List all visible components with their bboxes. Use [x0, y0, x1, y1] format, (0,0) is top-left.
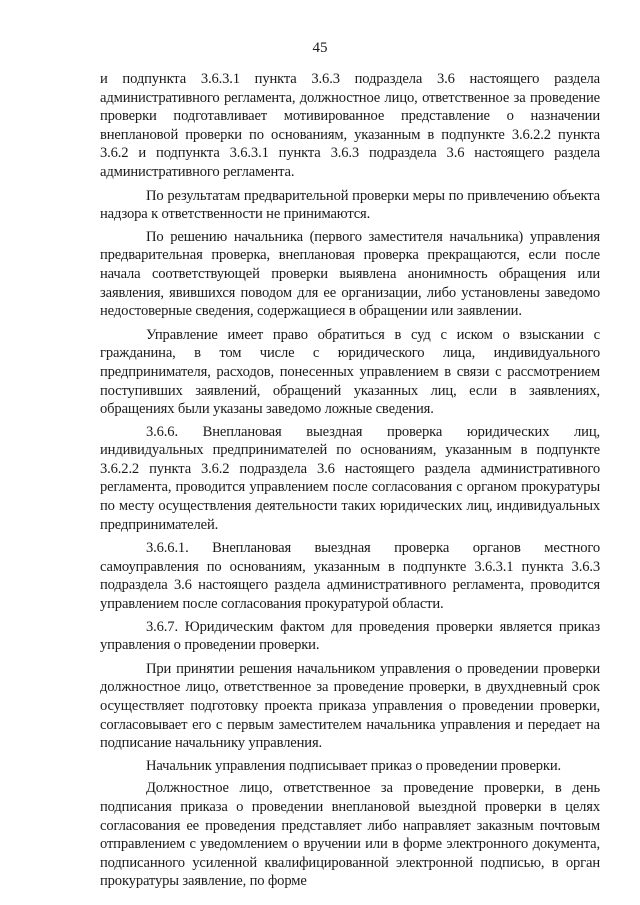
- paragraph-prosecutor-approval: Должностное лицо, ответственное за проведение проверки, в день подписания приказа о проведении внеплановой выездной проверки в целях согласования ее проведения представляет либо направляет заказным почтовым отправлением с уведомлением о вручении или в форме электронного документа, подписанного усиленной квалифицированной электронной подписью, в орган прокуратуры заявление, по форме: [100, 780, 600, 890]
- paragraph-3-6-6-1: 3.6.6.1. Внеплановая выездная проверка органов местного самоуправления по основаниям, указанным в подпункте 3.6.3.1 пункта 3.6.3 подраздела 3.6 настоящего раздела административного регламента, проводится управлением после согласования прокуратурой области.: [100, 540, 600, 613]
- paragraph-termination-of-check: По решению начальника (первого заместителя начальника) управления предварительная проверка, внеплановая проверка прекращаются, если после начала соответствующей проверки выявлена анонимность обращения или заявления, явившихся поводом для ее организации, либо установлены заведомо недостоверные сведения, содержащиеся в обращении или заявлении.: [100, 228, 600, 320]
- paragraph-3-6-7: 3.6.7. Юридическим фактом для проведения проверки является приказ управления о проведении проверки.: [100, 618, 600, 654]
- document-body: [100, 70, 600, 891]
- paragraph-order-preparation: При принятии решения начальником управления о проведении проверки должностное лицо, ответственное за проведение проверки, в двухдневный срок осуществляет подготовку проекта приказа управления о проведении проверки, согласовывает его с первым заместителем начальника управления и передает на подписание начальнику управления.: [100, 660, 600, 752]
- paragraph-right-to-sue: Управление имеет право обратиться в суд с иском о взыскании с гражданина, в том числе с юридического лица, индивидуального предпринимателя, расходов, понесенных управлением в связи с рассмотрением поступивших заявлений, обращений указанных лиц, если в заявлениях, обращениях были указаны заведомо ложные сведения.: [100, 326, 600, 418]
- paragraph-3-6-6: 3.6.6. Внеплановая выездная проверка юридических лиц, индивидуальных предпринимателей по основаниям, указанным в подпункте 3.6.2.2 пункта 3.6.2 подраздела 3.6 настоящего раздела административного регламента, проводится управлением после согласования с органом прокуратуры по месту осуществления деятельности таких юридических лиц, индивидуальных предпринимателей.: [100, 423, 600, 533]
- paragraph-continuation: и подпункта 3.6.3.1 пункта 3.6.3 подраздела 3.6 настоящего раздела административного регламента, должностное лицо, ответственное за проведение проверки подготавливает мотивированное представление о назначении внеплановой проверки по основаниям, указанным в подпункте 3.6.2.2 пункта 3.6.2 и подпункта 3.6.3.1 пункта 3.6.3 подраздела 3.6 настоящего раздела административного регламента.: [100, 71, 600, 180]
- page-number: 45: [312, 40, 328, 56]
- paragraph-order-signing: Начальник управления подписывает приказ о проведении проверки.: [146, 757, 562, 774]
- paragraph-preliminary-check-result: По результатам предварительной проверки меры по привлечению объекта надзора к ответственности не принимаются.: [100, 187, 600, 223]
